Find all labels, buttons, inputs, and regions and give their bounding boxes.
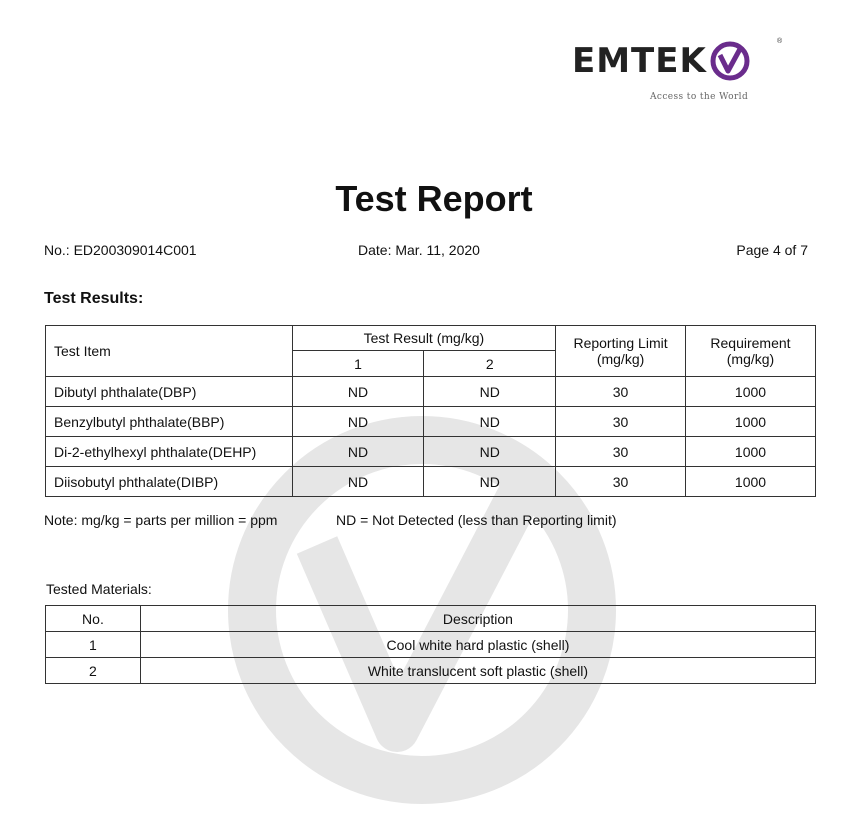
table-row: [46, 467, 816, 497]
logo-tagline: Access to the World: [650, 92, 749, 102]
note-units: Note: mg/kg = parts per million = ppm: [44, 512, 278, 528]
cell-test-item: Benzylbutyl phthalate(BBP): [46, 407, 293, 437]
logo-wordmark: EMTEK: [572, 41, 707, 81]
header-test-result: Test Result (mg/kg): [292, 326, 555, 351]
company-logo: [572, 38, 751, 84]
cell-test-item: Di-2-ethylhexyl phthalate(DEHP): [46, 437, 293, 467]
cell-test-item: Dibutyl phthalate(DBP): [46, 377, 293, 407]
report-date: Date: Mar. 11, 2020: [358, 242, 480, 258]
cell-limit: 30: [556, 437, 686, 467]
table-row: [46, 377, 816, 407]
cell-result-2: ND: [424, 407, 556, 437]
cell-result-2: ND: [424, 377, 556, 407]
cell-result-1: ND: [292, 437, 424, 467]
header-result-2: 2: [424, 351, 556, 377]
cell-description: Cool white hard plastic (shell): [140, 632, 815, 658]
table-row: [46, 437, 816, 467]
units-note: [44, 512, 617, 528]
cell-no: 2: [46, 658, 141, 684]
test-results-table: [45, 325, 816, 497]
test-results-heading: Test Results:: [44, 290, 144, 307]
checkmark-circle-icon: [709, 40, 751, 82]
table-header-row: [46, 606, 816, 632]
note-nd: ND = Not Detected (less than Reporting limit): [336, 512, 617, 528]
page-title: Test Report: [335, 178, 533, 219]
cell-no: 1: [46, 632, 141, 658]
header-test-item: Test Item: [46, 326, 293, 377]
cell-limit: 30: [556, 377, 686, 407]
header-description: Description: [140, 606, 815, 632]
cell-result-1: ND: [292, 377, 424, 407]
page-number: Page 4 of 7: [736, 242, 808, 258]
header-no: No.: [46, 606, 141, 632]
cell-requirement: 1000: [685, 407, 815, 437]
cell-description: White translucent soft plastic (shell): [140, 658, 815, 684]
table-row: [46, 632, 816, 658]
cell-result-2: ND: [424, 437, 556, 467]
tested-materials-table: [45, 605, 816, 684]
cell-requirement: 1000: [685, 377, 815, 407]
cell-requirement: 1000: [685, 467, 815, 497]
registered-mark: ®: [777, 38, 783, 45]
cell-limit: 30: [556, 467, 686, 497]
cell-result-1: ND: [292, 467, 424, 497]
table-header-row: [46, 326, 816, 351]
header-requirement: Requirement (mg/kg): [685, 326, 815, 377]
cell-requirement: 1000: [685, 437, 815, 467]
cell-result-2: ND: [424, 467, 556, 497]
cell-result-1: ND: [292, 407, 424, 437]
cell-test-item: Diisobutyl phthalate(DIBP): [46, 467, 293, 497]
table-row: [46, 658, 816, 684]
cell-limit: 30: [556, 407, 686, 437]
header-result-1: 1: [292, 351, 424, 377]
table-row: [46, 407, 816, 437]
tested-materials-heading: Tested Materials:: [46, 581, 152, 597]
header-reporting-limit: Reporting Limit (mg/kg): [556, 326, 686, 377]
report-number: No.: ED200309014C001: [44, 242, 197, 258]
